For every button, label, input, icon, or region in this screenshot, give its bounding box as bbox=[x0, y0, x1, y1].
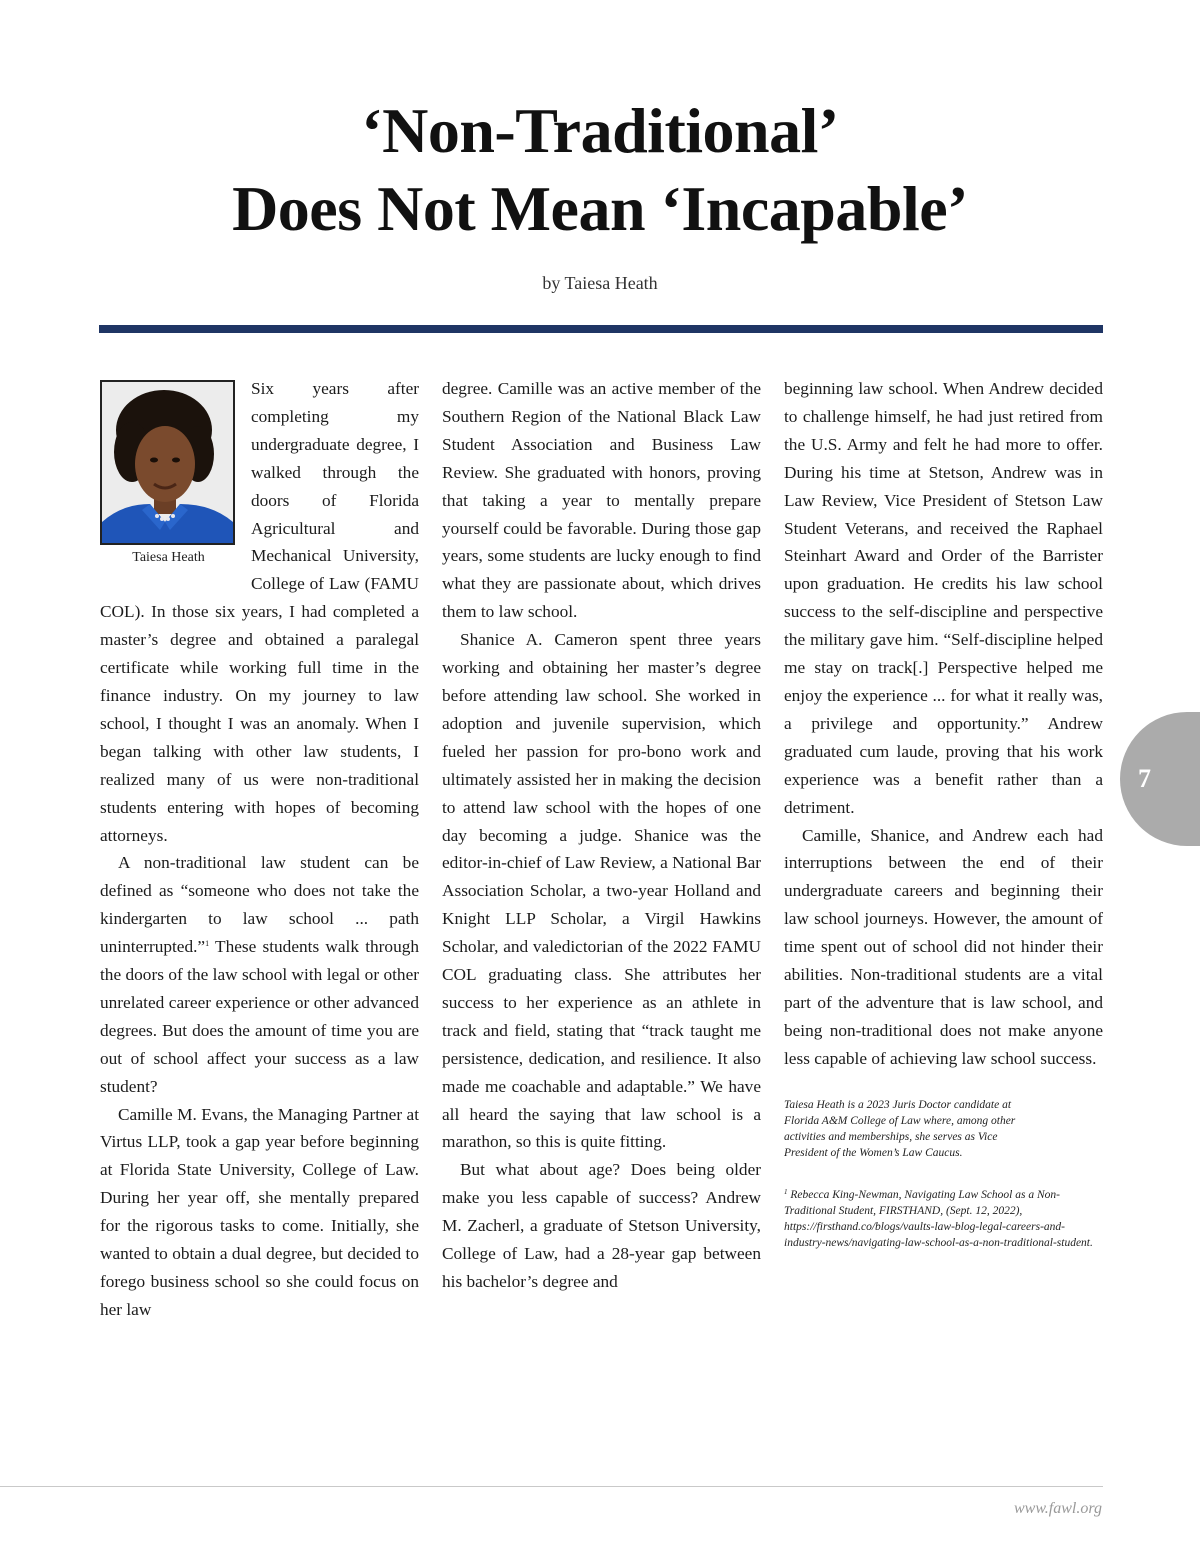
paragraph: Camille, Shanice, and Andrew each had interruptions between the end of their undergraduate careers and beginning their law school journeys. However, the amount of time spent out of school did not hinder their abilities. Non-traditional students are a vital part of the adventure that is law school, and being non-traditional does not make anyone less capable of achieving law school success. bbox=[784, 825, 1103, 1068]
author-photo-block bbox=[100, 380, 237, 580]
paragraph bbox=[100, 849, 419, 1100]
byline: by Taiesa Heath bbox=[542, 273, 658, 293]
page-number-tab bbox=[1120, 712, 1200, 846]
website-link[interactable]: www.fawl.org bbox=[1013, 1500, 1102, 1517]
column-3 bbox=[784, 375, 1103, 1251]
footnote bbox=[784, 1187, 1099, 1251]
author-bio: Taiesa Heath is a 2023 Juris Doctor candidate at Florida A&M College of Law where, among other activities and memberships, she serves as Vice President of the Women’s Law Caucus. bbox=[784, 1098, 1016, 1159]
column-1 bbox=[100, 375, 419, 1324]
column-2 bbox=[442, 375, 761, 1296]
title-divider bbox=[99, 325, 1103, 333]
paragraph-text: A non-traditional law student can be defined as “someone who does not take the kindergarten to law school ... path uninterrupted.” bbox=[100, 853, 419, 957]
paragraph-text: These students walk through the doors of the law school with legal or other unrelated career experience or other advanced degrees. But does the amount of time you are out of school affect your success as a law student? bbox=[100, 937, 419, 1096]
paragraph: degree. Camille was an active member of the Southern Region of the National Black Law Student Association and Business Law Review. She graduated with honors, proving that taking a year to mentally prepare yourself could be favorable. During those gap years, some students are lucky enough to find what they are passionate about, which drives them to law school. bbox=[442, 379, 761, 622]
photo-caption: Taiesa Heath bbox=[132, 550, 205, 565]
footnote-number: 1 bbox=[784, 1187, 788, 1196]
paragraph: beginning law school. When Andrew decided to challenge himself, he had just retired from the U.S. Army and felt he had more to offer. During his time at Stetson, Andrew was in Law Review, Vice President of Stetson Law Student Veterans, and received the Raphael Steinhart Award and Order of the Barrister upon graduation. He credits his law school success to the self-discipline and perspective the military gave him. “Self-discipline helped me stay on track[.] Perspective helped me enjoy the experience ... for what it really was, a privilege and opportunity.” Andrew graduated cum laude, proving that his work experience was a benefit rather than a detriment. bbox=[784, 379, 1103, 817]
article-title bbox=[0, 92, 1200, 248]
title-line-2: Does Not Mean ‘Incapable’ bbox=[232, 173, 968, 244]
footnote-ref[interactable]: 1 bbox=[205, 939, 210, 949]
page-number: 7 bbox=[1138, 764, 1151, 793]
paragraph: Camille M. Evans, the Managing Partner at Virtus LLP, took a gap year before beginning at Florida State University, College of Law. During her year off, she mentally prepared for the rigorous tasks to come. Initially, she wanted to obtain a dual degree, but decided to forego business school so she could focus on her law bbox=[100, 1104, 419, 1319]
footer-divider bbox=[0, 1486, 1103, 1487]
title-line-1: ‘Non-Traditional’ bbox=[361, 95, 839, 166]
paragraph: But what about age? Does being older make you less capable of success? Andrew M. Zacherl, a graduate of Stetson University, College of Law, had a 28-year gap between his bachelor’s degree and bbox=[442, 1160, 761, 1291]
paragraph: Shanice A. Cameron spent three years working and obtaining her master’s degree before attending law school. She worked in adoption and juvenile supervision, which fueled her passion for pro-bono work and ultimately assisted her in making the decision to attend law school with the hopes of one day becoming a judge. Shanice was the editor-in-chief of Law Review, a National Bar Association Scholar, a two-year Holland and Knight LLP Scholar, a Virgil Hawkins Scholar, and valedictorian of the 2022 FAMU COL graduating class. She attributes her success to her experience as an athlete in track and field, stating that “track taught me persistence, dedication, and resilience. It also made me coachable and adaptable.” We have all heard the saying that law school is a marathon, so this is quite fitting. bbox=[442, 630, 761, 1152]
portrait-illustration bbox=[102, 382, 233, 543]
footnote-text: Rebecca King-Newman, Navigating Law School as a Non-Traditional Student, FIRSTHAND, (Sept. 12, 2022), https://firsthand.co/blogs/vaults-law-blog-legal-careers-and-industry-news/navigating-law-school-as-a-non-traditional-student. bbox=[784, 1188, 1093, 1249]
author-photo bbox=[100, 380, 235, 545]
paragraph: Six years after completing my undergraduate degree, I walked through the doors of Florida Agricultural and Mechanical University, College of Law (FAMU COL). In those six years, I had completed a master’s degree and obtained a paralegal certificate while working full time in the finance industry. On my journey to law school, I thought I was an anomaly. When I began talking with other law students, I realized many of us were non-traditional students entering with hopes of becoming attorneys. bbox=[100, 379, 419, 845]
